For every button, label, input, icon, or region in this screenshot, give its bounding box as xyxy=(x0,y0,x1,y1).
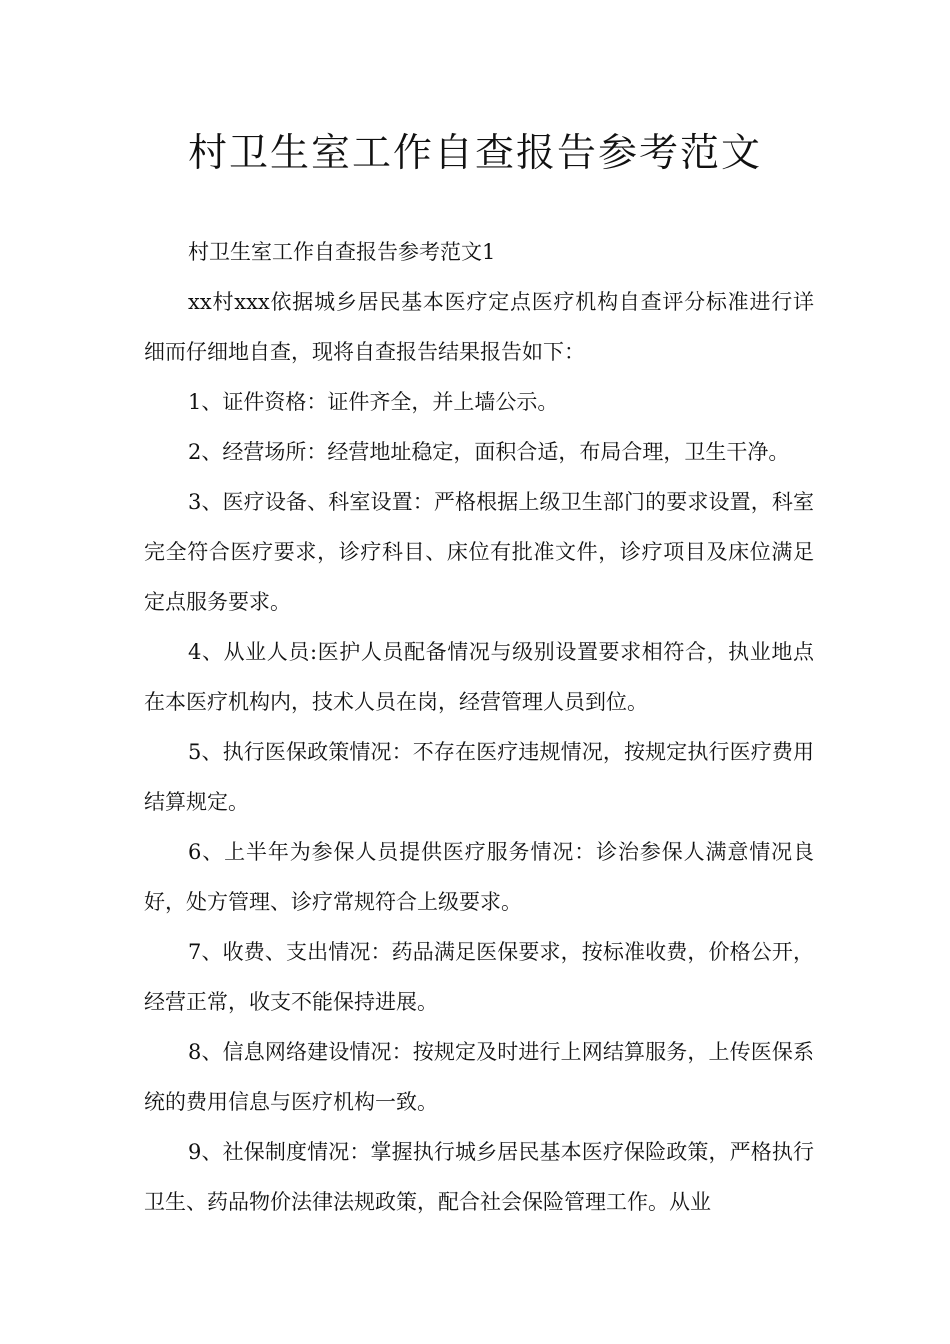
paragraph-subtitle: 村卫生室工作自查报告参考范文1 xyxy=(188,240,496,264)
paragraph-item-8: 8、信息网络建设情况：按规定及时进行上网结算服务，上传医保系统的费用信息与医疗机构一致。 xyxy=(144,1040,814,1114)
paragraph-item-1: 1、证件资格：证件齐全，并上墙公示。 xyxy=(188,390,559,414)
paragraph-item-6: 6、上半年为参保人员提供医疗服务情况：诊治参保人满意情况良好，处方管理、诊疗常规符合上级要求。 xyxy=(144,840,814,914)
paragraph-intro: xx村xxx依据城乡居民基本医疗定点医疗机构自查评分标准进行详细而仔细地自查，现将自查报告结果报告如下： xyxy=(144,290,814,364)
paragraph-item-9: 9、社保制度情况：掌握执行城乡居民基本医疗保险政策，严格执行卫生、药品物价法律法规政策，配合社会保险管理工作。从业 xyxy=(144,1140,814,1214)
document-title: 村卫生室工作自查报告参考范文 xyxy=(187,131,762,176)
paragraph-item-4: 4、从业人员:医护人员配备情况与级别设置要求相符合，执业地点在本医疗机构内，技术人员在岗，经营管理人员到位。 xyxy=(144,640,814,714)
paragraph-item-7: 7、收费、支出情况：药品满足医保要求，按标准收费，价格公开，经营正常，收支不能保持进展。 xyxy=(144,940,814,1014)
paragraph-item-5: 5、执行医保政策情况：不存在医疗违规情况，按规定执行医疗费用结算规定。 xyxy=(144,740,814,814)
document-body xyxy=(144,227,814,1227)
paragraph-item-3: 3、医疗设备、科室设置：严格根据上级卫生部门的要求设置，科室完全符合医疗要求，诊疗科目、床位有批准文件，诊疗项目及床位满足定点服务要求。 xyxy=(144,490,814,614)
paragraph-item-2: 2、经营场所：经营地址稳定，面积合适，布局合理，卫生干净。 xyxy=(188,440,790,464)
